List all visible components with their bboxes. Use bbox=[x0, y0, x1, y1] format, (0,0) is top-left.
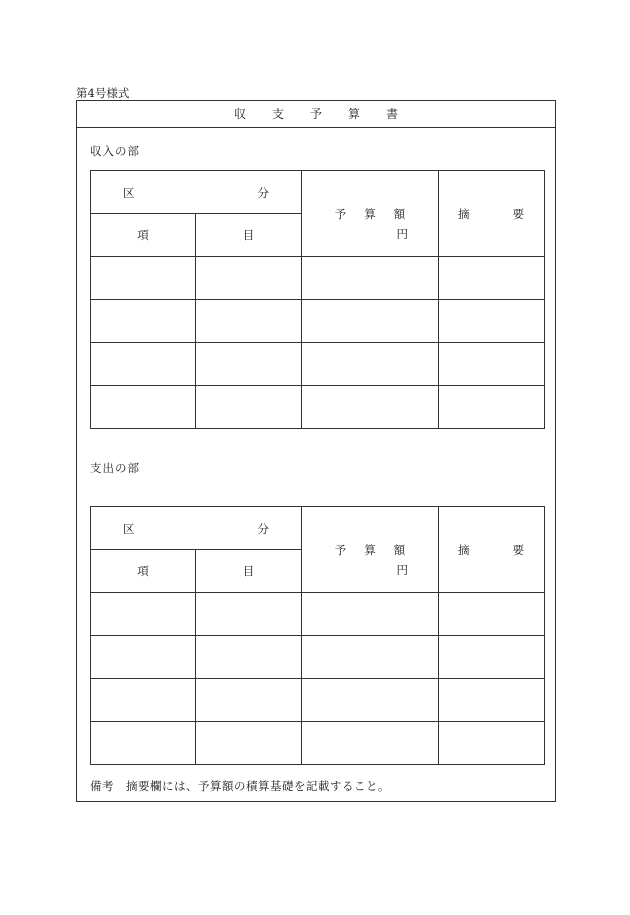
kubun-right: 分 bbox=[257, 186, 269, 200]
amount-cell[interactable] bbox=[302, 636, 439, 679]
form-number-label: 第4号様式 bbox=[76, 86, 130, 100]
moku-cell[interactable] bbox=[196, 593, 302, 636]
moku-cell[interactable] bbox=[196, 636, 302, 679]
kou-cell[interactable] bbox=[91, 636, 196, 679]
income-table bbox=[90, 170, 545, 429]
header-row bbox=[91, 507, 545, 550]
moku-cell[interactable] bbox=[196, 300, 302, 343]
amount-cell[interactable] bbox=[302, 300, 439, 343]
amount-header bbox=[302, 171, 439, 257]
table-row bbox=[91, 300, 545, 343]
summary-cell[interactable] bbox=[439, 636, 545, 679]
summary-left: 摘 bbox=[458, 543, 470, 557]
summary-cell[interactable] bbox=[439, 679, 545, 722]
kou-header: 項 bbox=[91, 550, 196, 593]
table-row bbox=[91, 679, 545, 722]
kubun-header bbox=[91, 507, 302, 550]
summary-header bbox=[439, 171, 545, 257]
moku-cell[interactable] bbox=[196, 679, 302, 722]
amount-cell[interactable] bbox=[302, 257, 439, 300]
summary-cell[interactable] bbox=[439, 593, 545, 636]
table-row bbox=[91, 257, 545, 300]
amount-header bbox=[302, 507, 439, 593]
table-row bbox=[91, 636, 545, 679]
kubun-left: 区 bbox=[123, 522, 135, 536]
kou-header: 項 bbox=[91, 214, 196, 257]
table-row bbox=[91, 343, 545, 386]
kou-cell[interactable] bbox=[91, 593, 196, 636]
table-row bbox=[91, 593, 545, 636]
amount-cell[interactable] bbox=[302, 679, 439, 722]
amount-cell[interactable] bbox=[302, 722, 439, 765]
kou-cell[interactable] bbox=[91, 257, 196, 300]
expense-section-label: 支出の部 bbox=[90, 461, 140, 475]
kou-cell[interactable] bbox=[91, 386, 196, 429]
summary-left: 摘 bbox=[458, 207, 470, 221]
moku-cell[interactable] bbox=[196, 257, 302, 300]
amount-label: 予算額 bbox=[334, 543, 424, 557]
header-row bbox=[91, 171, 545, 214]
kou-cell[interactable] bbox=[91, 300, 196, 343]
remark-text: 摘要欄には、予算額の積算基礎を記載すること。 bbox=[126, 779, 390, 793]
moku-cell[interactable] bbox=[196, 722, 302, 765]
moku-cell[interactable] bbox=[196, 343, 302, 386]
moku-cell[interactable] bbox=[196, 386, 302, 429]
moku-header: 目 bbox=[196, 550, 302, 593]
expense-table bbox=[90, 506, 545, 765]
amount-unit: 円 bbox=[396, 227, 408, 241]
kubun-left: 区 bbox=[123, 186, 135, 200]
summary-cell[interactable] bbox=[439, 386, 545, 429]
summary-right: 要 bbox=[512, 207, 524, 221]
summary-cell[interactable] bbox=[439, 257, 545, 300]
income-section-label: 収入の部 bbox=[90, 144, 140, 158]
summary-right: 要 bbox=[512, 543, 524, 557]
remark-head: 備考 bbox=[90, 779, 114, 793]
moku-header: 目 bbox=[196, 214, 302, 257]
summary-cell[interactable] bbox=[439, 300, 545, 343]
table-row bbox=[91, 722, 545, 765]
amount-label: 予算額 bbox=[334, 207, 424, 221]
summary-cell[interactable] bbox=[439, 343, 545, 386]
amount-unit: 円 bbox=[396, 563, 408, 577]
table-row bbox=[91, 386, 545, 429]
remark-note bbox=[90, 778, 390, 794]
amount-cell[interactable] bbox=[302, 343, 439, 386]
amount-cell[interactable] bbox=[302, 386, 439, 429]
kubun-header bbox=[91, 171, 302, 214]
kubun-right: 分 bbox=[257, 522, 269, 536]
summary-header bbox=[439, 507, 545, 593]
budget-form-frame bbox=[76, 100, 556, 802]
kou-cell[interactable] bbox=[91, 343, 196, 386]
kou-cell[interactable] bbox=[91, 722, 196, 765]
summary-cell[interactable] bbox=[439, 722, 545, 765]
kou-cell[interactable] bbox=[91, 679, 196, 722]
amount-cell[interactable] bbox=[302, 593, 439, 636]
document-title: 収支予算書 bbox=[77, 101, 555, 128]
